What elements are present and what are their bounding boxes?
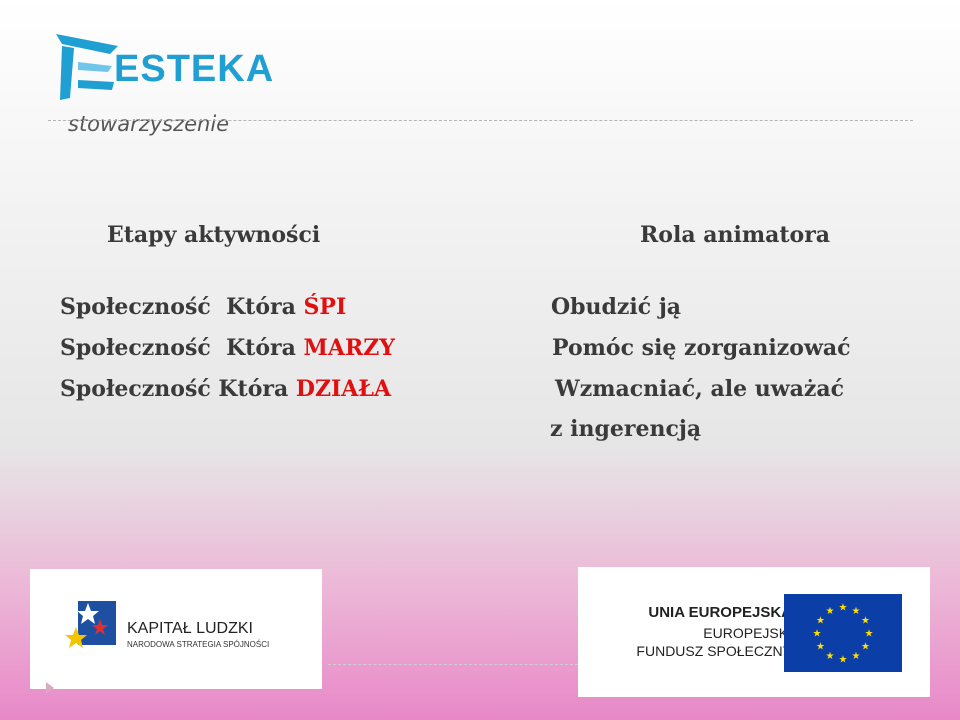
stage-prefix: Społeczność Która (60, 294, 304, 320)
kapital-ludzki-subtitle: NARODOWA STRATEGIA SPÓJNOŚCI (127, 640, 270, 649)
role-item: Obudzić ją (551, 294, 682, 320)
eu-star-icon: ★ (861, 615, 871, 627)
esteka-logo-mark-icon (52, 32, 122, 104)
stage-highlight: ŚPI (303, 294, 347, 320)
eu-star-icon: ★ (815, 641, 825, 653)
eu-star-icon: ★ (812, 628, 822, 640)
stage-item (60, 294, 346, 320)
eu-star-icon: ★ (825, 651, 835, 663)
role-item: Wzmacniać, ale uważać (555, 376, 845, 402)
stage-item (60, 335, 395, 361)
esteka-logo (52, 32, 275, 142)
eu-star-icon: ★ (825, 605, 835, 617)
stage-highlight: MARZY (303, 335, 396, 361)
eu-fund-logo (578, 567, 930, 697)
kapital-ludzki-title: KAPITAŁ LUDZKI (127, 620, 253, 637)
role-item: Pomóc się zorganizować (552, 335, 851, 361)
eu-star-icon: ★ (851, 605, 861, 617)
role-item: z ingerencją (550, 416, 702, 442)
eu-star-icon: ★ (838, 602, 848, 614)
header-stages: Etapy aktywności (107, 222, 321, 248)
slide-marker-icon (46, 682, 54, 694)
logo-subtitle: stowarzyszenie (68, 112, 230, 136)
stage-prefix: Społeczność Która (60, 376, 296, 402)
footer-divider (328, 664, 578, 665)
eu-star-icon: ★ (851, 651, 861, 663)
eu-star-icon: ★ (838, 654, 848, 666)
header-roles: Rola animatora (640, 222, 831, 248)
stage-item (60, 376, 391, 402)
eu-flag-icon (784, 594, 902, 672)
logo-name: ESTEKA (114, 48, 275, 90)
stage-prefix: Społeczność Która (60, 335, 304, 361)
eu-line-3: FUNDUSZ SPOŁECZNY (636, 643, 792, 659)
header-divider (48, 120, 913, 121)
kapital-ludzki-stars-icon (64, 597, 120, 653)
eu-star-icon: ★ (864, 628, 874, 640)
eu-line-2: EUROPEJSKI (703, 625, 792, 641)
eu-line-1: UNIA EUROPEJSKA (648, 604, 792, 621)
kapital-ludzki-logo (30, 569, 322, 689)
eu-star-icon: ★ (861, 641, 871, 653)
eu-star-icon: ★ (815, 615, 825, 627)
stage-highlight: DZIAŁA (295, 376, 392, 402)
